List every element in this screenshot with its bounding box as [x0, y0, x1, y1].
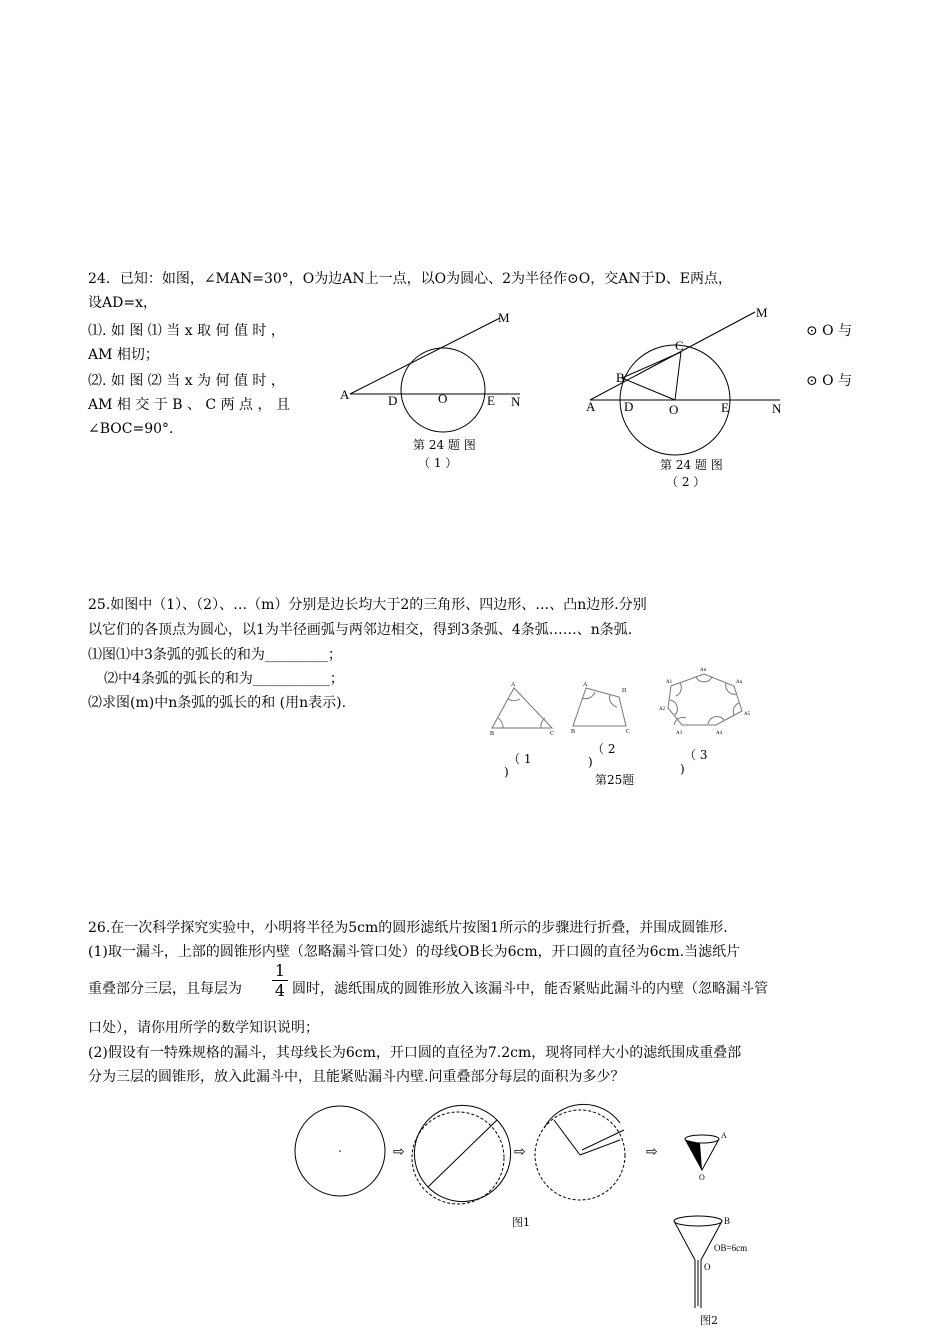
svg-text:B: B	[490, 731, 495, 737]
svg-text:A5: A5	[744, 712, 751, 717]
q24-fig2-number: （ 2 ）	[666, 475, 706, 489]
svg-text:A3: A3	[676, 731, 683, 736]
svg-text:A: A	[583, 682, 588, 688]
svg-text:An: An	[700, 668, 707, 673]
q25-line1: 25.如图中（1）、（2）、…（m）分别是边长均大于2的三角形、四边形、…、凸n边形.分别	[88, 597, 647, 613]
svg-text:C: C	[675, 338, 684, 353]
svg-text:O: O	[669, 402, 679, 417]
q25-q1b: ⑵中4条弧的弧长的和为___________；	[104, 671, 344, 687]
q26-line4: 口处），请你用所学的数学知识说明；	[88, 1020, 319, 1036]
q26-line5: (2)假设有一特殊规格的漏斗，其母线长为6cm，开口圆的直径为7.2cm，现将同样大小的滤纸围成重叠部	[88, 1045, 742, 1061]
q25-q1: ⑴图⑴中3条弧的弧长的和为_________；	[88, 647, 342, 663]
svg-text:An: An	[736, 680, 743, 685]
svg-text:⇨: ⇨	[646, 1145, 658, 1160]
q24-figure-1	[330, 308, 530, 418]
svg-text:⇨: ⇨	[393, 1145, 405, 1160]
q25-fig3-close: )	[680, 762, 685, 776]
label-D: D	[388, 393, 398, 408]
svg-text:A2: A2	[659, 707, 666, 712]
svg-text:C: C	[550, 731, 555, 737]
svg-text:C: C	[626, 729, 631, 735]
q26-fraction-quarter	[272, 962, 288, 1001]
q25-q2: ⑵求图(m)中n条弧的弧长的和 (用n表示).	[88, 695, 347, 711]
svg-text:A: A	[586, 399, 596, 414]
q24-part1-tail: ⊙ O 与	[806, 323, 853, 339]
svg-text:⇨: ⇨	[514, 1145, 526, 1160]
q24-line2: 设AD=x，	[88, 295, 157, 311]
svg-text:O: O	[699, 1173, 705, 1182]
svg-text:B: B	[616, 370, 625, 385]
q24-part2-tail: ⊙ O 与	[806, 373, 853, 389]
q24-part2-angle: ∠BOC=90°．	[88, 421, 184, 437]
svg-text:OB=6cm: OB=6cm	[714, 1243, 748, 1253]
q26-figure-2	[670, 1212, 770, 1312]
q26-line6: 分为三层的圆锥形，放入此漏斗中，且能紧贴漏斗内壁.问重叠部分每层的面积为多少？	[88, 1069, 625, 1085]
q24-part2-cont: AM 相 交 于 B 、 C 两 点 ， 且	[88, 397, 290, 413]
svg-text:D: D	[622, 688, 627, 694]
fraction-numerator: 1	[272, 962, 288, 981]
q26-figure-1	[290, 1100, 750, 1210]
svg-text:A: A	[511, 682, 516, 688]
svg-text:E: E	[721, 400, 729, 415]
svg-text:M: M	[756, 305, 768, 320]
svg-text:A4: A4	[716, 731, 723, 736]
q25-fig1-label: （ 1	[508, 752, 532, 766]
q26-line2: (1)取一漏斗，上部的圆锥形内壁（忽略漏斗管口处）的母线OB长为6cm，开口圆的直径为6cm.当滤纸片	[88, 944, 741, 960]
label-E: E	[487, 393, 495, 408]
q25-fig2-label: （ 2	[592, 742, 616, 756]
q26-fig1-caption: 图1	[512, 1216, 530, 1229]
q24-figure-2	[580, 300, 810, 450]
q24-part2: ⑵. 如 图 ⑵ 当 x 为 何 值 时 ，	[88, 373, 285, 389]
label-N: N	[511, 394, 521, 409]
q25-fig3-label: （ 3	[684, 748, 708, 762]
label-A: A	[340, 387, 350, 402]
q26-line3a: 重叠部分三层，且每层为	[88, 981, 242, 997]
q25-line2: 以它们的各顶点为圆心，以1为半径画弧与两邻边相交，得到3条弧、4条弧……、n条弧.	[88, 622, 633, 638]
q24-fig2-caption: 第 24 题 图	[660, 458, 723, 472]
q24-fig1-caption: 第 24 题 图	[413, 438, 476, 452]
svg-text:B: B	[724, 1216, 731, 1226]
svg-text:A1: A1	[666, 680, 673, 685]
q25-fig1-close: )	[504, 765, 509, 779]
q24-line1: 24．已知：如图，∠MAN=30°，O为边AN上一点，以O为圆心、2为半径作⊙O，交AN于D、E两点，	[88, 271, 733, 287]
q25-figures	[486, 662, 776, 742]
q26-fig2-caption: 图2	[700, 1314, 718, 1327]
q24-fig1-number: （ 1 ）	[418, 456, 458, 470]
q26-line3b: 圆时，滤纸围成的圆锥形放入该漏斗中，能否紧贴此漏斗的内壁（忽略漏斗管	[292, 981, 768, 997]
q26-line1: 26.在一次科学探究实验中，小明将半径为5cm的圆形滤纸片按图1所示的步骤进行折叠，并围成圆锥形.	[88, 920, 728, 936]
svg-text:B: B	[571, 729, 576, 735]
fraction-denominator: 4	[274, 981, 286, 1000]
q25-fig-caption: 第25题	[595, 773, 635, 787]
q25-fig2-close: )	[588, 755, 593, 769]
label-O: O	[438, 391, 448, 406]
label-M: M	[498, 310, 510, 325]
svg-text:N: N	[772, 401, 782, 416]
svg-text:D: D	[624, 399, 634, 414]
q24-part1-cont: AM 相切；	[88, 347, 159, 363]
q24-part1: ⑴. 如 图 ⑴ 当 x 取 何 值 时 ，	[88, 323, 285, 339]
svg-text:A: A	[721, 1131, 727, 1140]
svg-text:O: O	[704, 1262, 711, 1272]
